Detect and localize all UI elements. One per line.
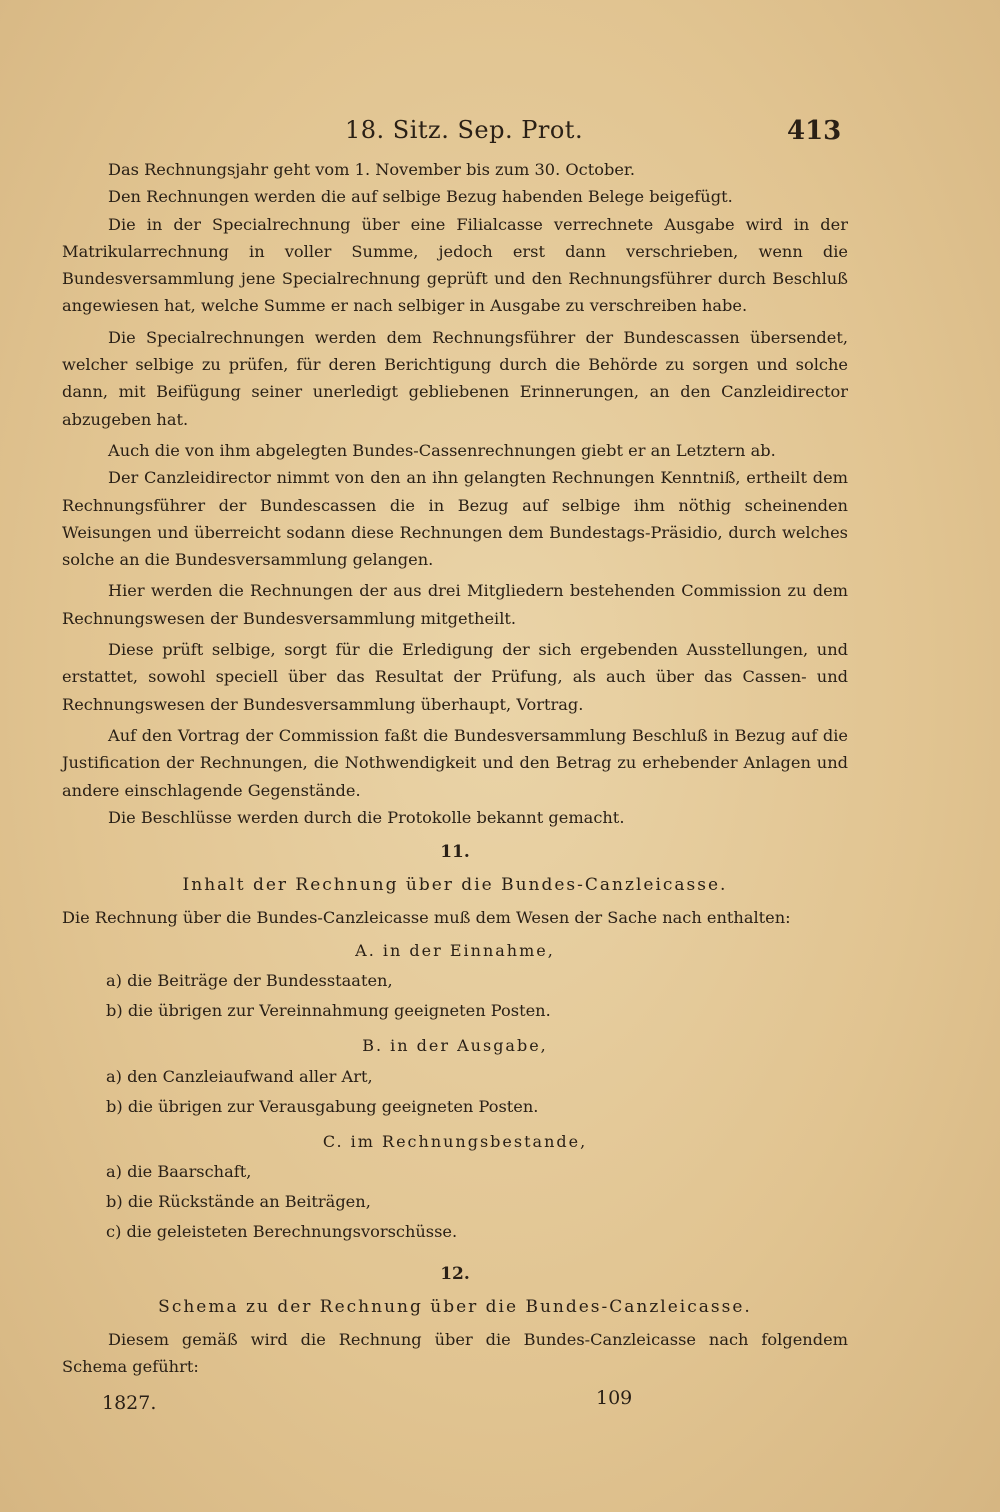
running-title: 18. Sitz. Sep. Prot. — [345, 116, 584, 144]
item-list-c — [106, 1157, 848, 1247]
list-item: b) die übrigen zur Verausgabung geeigneten Posten. — [106, 1096, 539, 1116]
page-footer — [0, 1387, 1000, 1422]
subsection-heading-c: C. im Rechnungsbestande, — [322, 1131, 588, 1151]
list-item: b) die übrigen zur Vereinnahmung geeigneten Posten. — [106, 1001, 551, 1021]
item-list-a — [106, 966, 848, 1026]
subsection-heading-b: B. in der Ausgabe, — [362, 1036, 548, 1056]
paragraph: Die Beschlüsse werden durch die Protokolle bekannt gemacht. — [108, 807, 625, 827]
list-item: a) die Beiträge der Bundesstaaten, — [106, 971, 393, 991]
list-item: c) die geleisteten Berechnungsvorschüsse. — [106, 1221, 458, 1241]
paragraph: Diese prüft selbige, sorgt für die Erledigung der sich ergebenden Ausstellungen, und erstattet, sowohl speciell über das Resultat der Prüfung, als auch über das Cassen- und Rechnungswesen der Bundesversammlung überhaupt, Vortrag. — [62, 640, 848, 714]
page-header — [0, 116, 1000, 156]
section-title: Schema zu der Rechnung über die Bundes-Canzleicasse. — [158, 1297, 752, 1318]
section-number: 11. — [440, 842, 470, 863]
item-list-b — [106, 1062, 848, 1122]
paragraph: Auf den Vortrag der Commission faßt die Bundesversammlung Beschluß in Bezug auf die Justification der Rechnungen, die Nothwendigkeit und den Betrag zu erhebender Anlagen und andere einschlagende Gegenstände. — [62, 725, 848, 800]
section-intro: Diesem gemäß wird die Rechnung über die Bundes-Canzleicasse nach folgendem Schema geführt: — [62, 1329, 848, 1376]
section-number: 12. — [440, 1263, 470, 1284]
paragraph: Den Rechnungen werden die auf selbige Bezug habenden Belege beigefügt. — [108, 187, 733, 207]
section-intro: Die Rechnung über die Bundes-Canzleicasse muß dem Wesen der Sache nach enthalten: — [62, 907, 791, 927]
paragraph: Hier werden die Rechnungen der aus drei Mitgliedern bestehenden Commission zu dem Rechnungswesen der Bundesversammlung mitgetheilt. — [62, 581, 848, 628]
paragraph: Auch die von ihm abgelegten Bundes-Cassenrechnungen giebt er an Letztern ab. — [108, 440, 776, 460]
paragraph: Die Specialrechnungen werden dem Rechnungsführer der Bundescassen übersendet, welcher selbige zu prüfen, für deren Berichtigung durch die Behörde zu sorgen und solche dann, mit Beifügung seiner unerledigt gebliebenen Erinnerungen, an den Canzleidirector abzugeben hat. — [62, 327, 848, 429]
list-item: a) die Baarschaft, — [106, 1161, 252, 1181]
list-item: b) die Rückstände an Beiträgen, — [106, 1191, 371, 1211]
signature-mark: 109 — [596, 1387, 633, 1409]
paragraph: Die in der Specialrechnung über eine Filialcasse verrechnete Ausgabe wird in der Matrikularrechnung in voller Summe, jedoch erst dann verschrieben, wenn die Bundesversammlung jene Specialrechnung geprüft und den Rechnungsführer durch Beschluß angewiesen hat, welche Summe er nach selbiger in Ausgabe zu verschreiben habe. — [62, 214, 848, 316]
section-title: Inhalt der Rechnung über die Bundes-Canzleicasse. — [182, 875, 728, 896]
subsection-heading-a: A. in der Einnahme, — [355, 941, 555, 961]
page-body — [62, 156, 848, 1380]
footer-year: 1827. — [102, 1392, 157, 1414]
paragraph: Das Rechnungsjahr geht vom 1. November bis zum 30. October. — [108, 160, 636, 179]
paragraph: Der Canzleidirector nimmt von den an ihn gelangten Rechnungen Kenntniß, ertheilt dem Rechnungsführer der Bundescassen die in Bezug auf selbige ihm nöthig scheinenden Weisungen und überreicht sodann diese Rechnungen dem Bundestags-Präsidio, durch welches solche an die Bundesversammlung gelangen. — [62, 468, 848, 570]
list-item: a) den Canzleiaufwand aller Art, — [106, 1066, 373, 1086]
page-number: 413 — [787, 116, 842, 146]
